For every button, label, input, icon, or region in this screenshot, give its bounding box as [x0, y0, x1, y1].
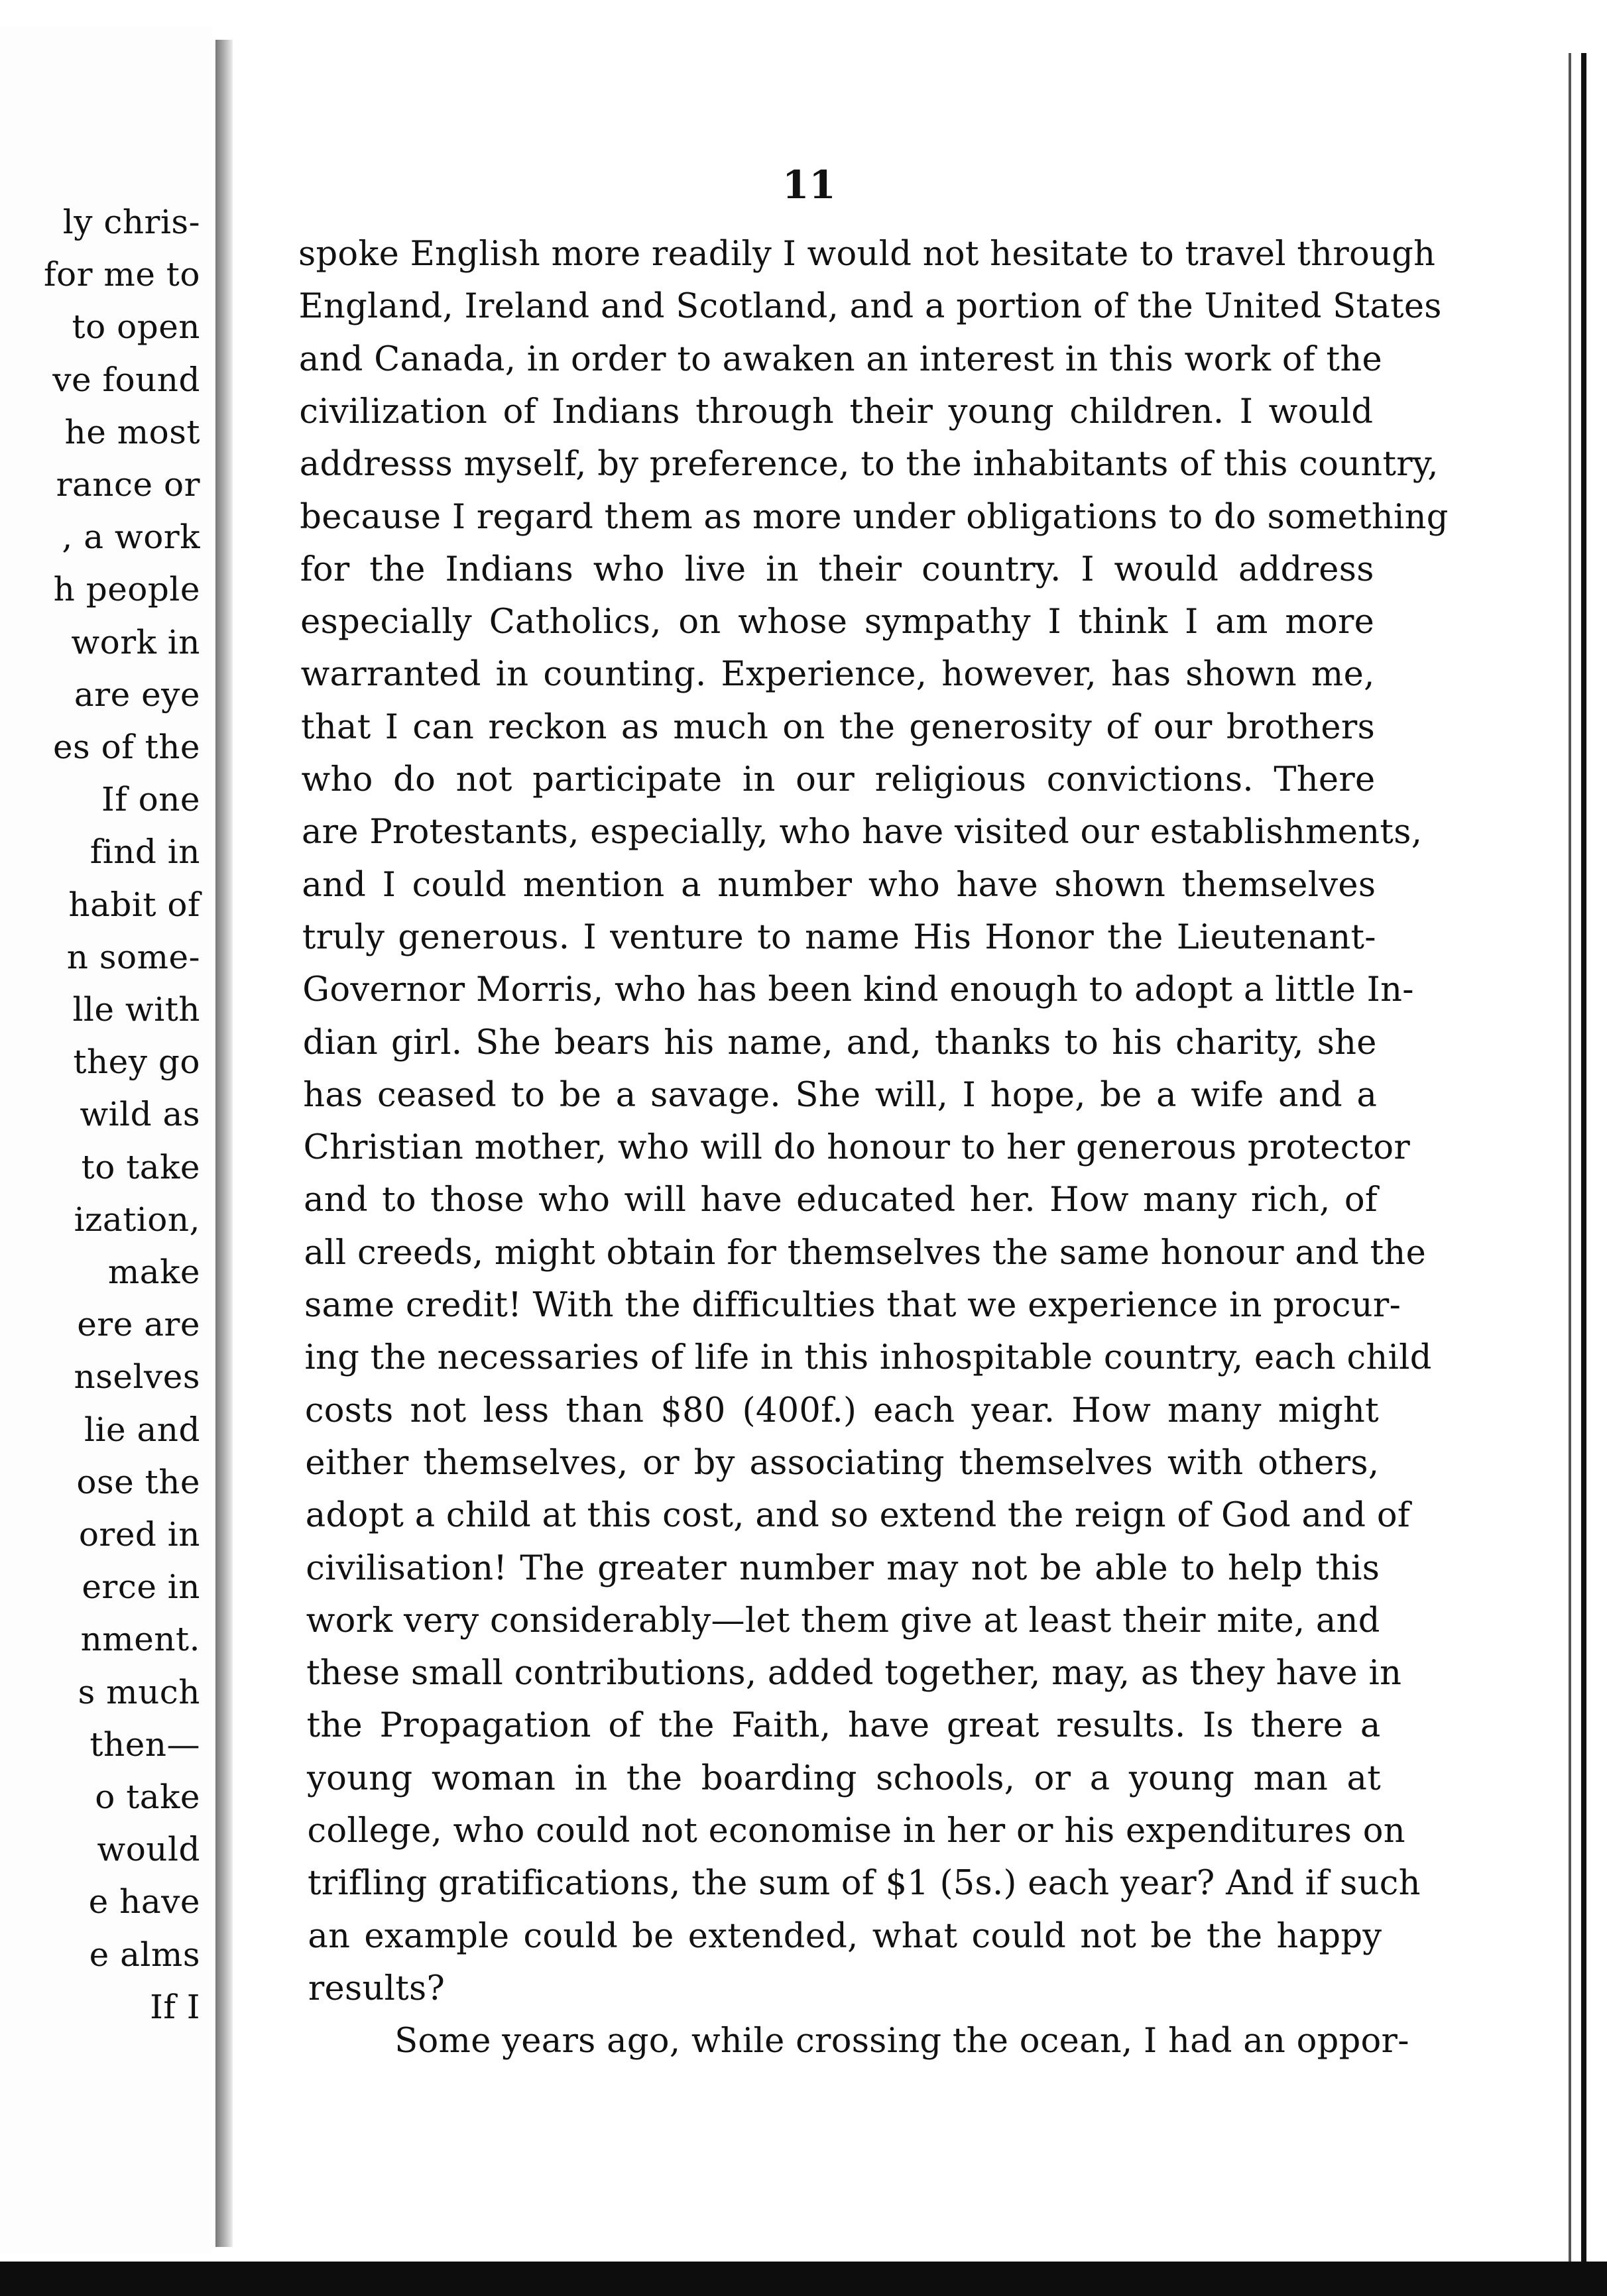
facing-page-line: ored in — [78, 1515, 200, 1554]
facing-page-line: ve found — [52, 360, 200, 399]
text-line: adopt a child at this cost, and so extend the reign of God and of — [305, 1496, 1411, 1536]
text-line: Christian mother, who will do honour to her generous protector — [303, 1128, 1411, 1168]
text-line: especially Catholics, on whose sympathy I think I am more — [300, 603, 1375, 642]
text-line: that I can reckon as much on the generosity of our brothers — [301, 707, 1376, 747]
text-line: costs not less than $80 (400f.) each year. How many might — [304, 1391, 1379, 1430]
book-gutter — [215, 40, 233, 2247]
facing-page-line: work in — [71, 622, 200, 661]
facing-page-line: wild as — [80, 1095, 200, 1134]
text-line: either themselves, or by associating themselves with others, — [305, 1443, 1380, 1483]
facing-page-line: they go — [73, 1043, 200, 1082]
text-line: trifling gratifications, the sum of $1 (5s.) each year? And if such — [307, 1864, 1421, 1904]
scan-top-margin — [1366, 0, 1607, 20]
facing-page-line: habit of — [68, 885, 200, 924]
text-line: the Propagation of the Faith, have great results. Is there a — [306, 1706, 1381, 1746]
facing-page-line: find in — [89, 832, 200, 872]
facing-page-line: to open — [72, 308, 200, 347]
facing-page-line: ere are — [77, 1305, 200, 1344]
facing-page-line: ose the — [76, 1462, 200, 1501]
text-line: truly generous. I venture to name His Honor the Lieutenant- — [302, 917, 1376, 957]
facing-page-line: n some- — [66, 937, 200, 976]
facing-page-line: h people — [53, 570, 200, 609]
text-line: and I could mention a number who have shown themselves — [302, 865, 1376, 905]
text-line: young woman in the boarding schools, or a young man at — [307, 1758, 1382, 1798]
text-line: and to those who will have educated her. How many rich, of — [304, 1180, 1378, 1220]
facing-page-line: , a work — [62, 518, 200, 557]
facing-page-line: nment. — [80, 1620, 200, 1659]
facing-page-line: o take — [95, 1778, 200, 1816]
facing-page-line: nselves — [74, 1357, 200, 1397]
text-line: for the Indians who live in their country. I would address — [300, 549, 1374, 589]
facing-page-line: make — [107, 1253, 200, 1291]
page-number: 11 — [782, 162, 836, 207]
text-line: who do not participate in our religious convictions. There — [301, 760, 1376, 799]
facing-page-line: e have — [88, 1882, 200, 1922]
text-line: spoke English more readily I would not hesitate to travel through — [298, 235, 1436, 274]
facing-page-line: erce in — [82, 1568, 200, 1607]
scan-bottom-border — [0, 2262, 1607, 2296]
text-line: Governor Morris, who has been kind enough to adopt a little In- — [302, 970, 1414, 1010]
facing-page-line: es of the — [52, 728, 200, 766]
text-line: an example could be extended, what could not be the happy — [308, 1916, 1382, 1956]
text-line: England, Ireland and Scotland, and a portion of the United States — [298, 287, 1442, 327]
facing-page-line: then— — [89, 1725, 200, 1764]
text-line: because I regard them as more under obligations to do something — [300, 497, 1449, 537]
text-line: all creeds, might obtain for themselves the same honour and the — [304, 1233, 1427, 1273]
facing-page-line: s much — [78, 1672, 200, 1711]
text-line: and Canada, in order to awaken an interest in this work of the — [298, 339, 1382, 379]
text-line: ing the necessaries of life in this inhospitable country, each child — [304, 1338, 1432, 1378]
text-line: work very considerably—let them give at least their mite, and — [306, 1601, 1380, 1640]
facing-page-line: lle with — [72, 990, 200, 1029]
page-edge-shadow — [1569, 53, 1571, 2267]
facing-page-line: ly chris- — [62, 203, 200, 241]
facing-page-line: If one — [101, 780, 200, 819]
facing-page-line: If I — [150, 1987, 200, 2026]
text-line: dian girl. She bears his name, and, thanks to his charity, she — [302, 1023, 1377, 1062]
facing-page-line: he most — [64, 412, 200, 451]
text-line: same credit! With the difficulties that we experience in procur- — [304, 1286, 1401, 1325]
text-line: results? — [308, 1969, 446, 2008]
text-line: addresss myself, by preference, to the inhabitants of this country, — [299, 445, 1439, 485]
facing-page-line: rance or — [56, 465, 200, 504]
scan-border-line — [1581, 53, 1586, 2267]
text-line: college, who could not economise in her or his expenditures on — [307, 1811, 1405, 1851]
text-line: are Protestants, especially, who have visited our establishments, — [301, 813, 1423, 852]
facing-page-line: would — [97, 1830, 200, 1869]
text-line: warranted in counting. Experience, however, has shown me, — [300, 655, 1375, 695]
facing-page-line: e alms — [89, 1935, 200, 1974]
facing-page-line: for me to — [44, 255, 200, 294]
facing-page-fragment — [0, 27, 212, 2254]
facing-page-line: are eye — [74, 675, 200, 714]
text-line: civilisation! The greater number may not be able to help this — [306, 1548, 1380, 1588]
text-line: has ceased to be a savage. She will, I hope, be a wife and a — [303, 1075, 1378, 1115]
facing-page-line: to take — [81, 1147, 200, 1186]
facing-page-line: ization, — [74, 1200, 200, 1239]
text-line: these small contributions, added together, may, as they have in — [306, 1654, 1402, 1693]
text-line: Some years ago, while crossing the ocean, I had an oppor- — [394, 2022, 1409, 2061]
text-line: civilization of Indians through their young children. I would — [299, 392, 1374, 431]
facing-page-line: lie and — [84, 1410, 200, 1449]
